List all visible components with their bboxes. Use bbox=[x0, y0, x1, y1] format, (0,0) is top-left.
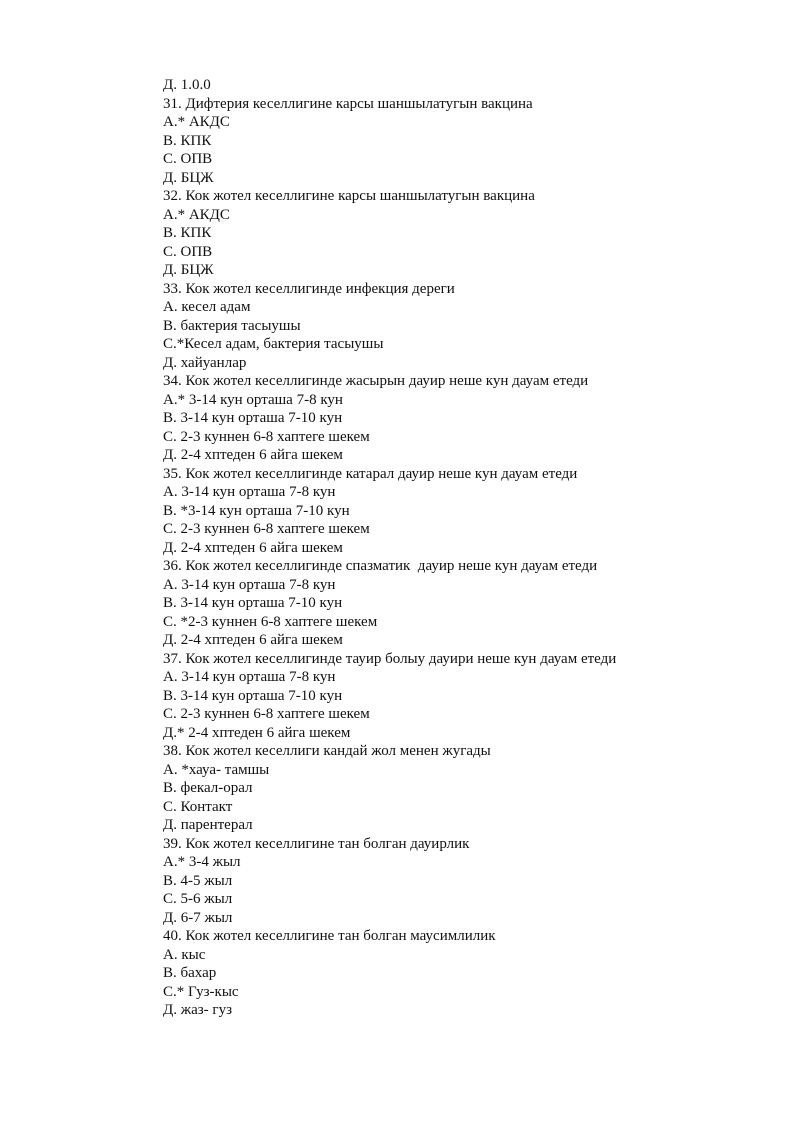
answer-option: А. *хауа- тамшы bbox=[163, 761, 270, 778]
answer-option: Д. 2-4 хптеден 6 айга шекем bbox=[163, 632, 343, 648]
answer-option: А. 3-14 кун орташа 7-8 кун bbox=[163, 484, 336, 500]
answer-option: В. 3-14 кун орташа 7-10 кун bbox=[163, 595, 343, 611]
question-38: 38. Кок жотел кеселлиги кандай жол менен жугады bbox=[163, 743, 491, 759]
answer-option: Д. БЦЖ bbox=[163, 169, 214, 186]
question-32: 32. Кок жотел кеселлигине карсы шаншылатугын вакцина bbox=[163, 188, 535, 204]
answer-option: С. 2-3 куннен 6-8 хаптеге шекем bbox=[163, 521, 370, 537]
answer-option: А.* АКДС bbox=[163, 114, 230, 130]
answer-option: С. Контакт bbox=[163, 798, 233, 815]
answer-option: А. 3-14 кун орташа 7-8 кун bbox=[163, 669, 336, 685]
answer-option: С. ОПВ bbox=[163, 151, 213, 167]
answer-option: С. *2-3 куннен 6-8 хаптеге шекем bbox=[163, 613, 378, 630]
answer-option: В. *3-14 кун орташа 7-10 кун bbox=[163, 502, 350, 519]
answer-option: С. 5-6 жыл bbox=[163, 891, 233, 907]
answer-option: В. 4-5 жыл bbox=[163, 872, 233, 889]
answer-option: А.* 3-14 кун орташа 7-8 кун bbox=[163, 391, 343, 408]
question-35: 35. Кок жотел кеселлигинде катарал дауир неше кун дауам етеди bbox=[163, 465, 578, 482]
answer-option: С. ОПВ bbox=[163, 243, 213, 260]
question-34: 34. Кок жотел кеселлигинде жасырын дауир неше кун дауам етеди bbox=[163, 373, 589, 389]
answer-option: Д. 6-7 жыл bbox=[163, 909, 233, 926]
answer-option: Д. парентерал bbox=[163, 817, 253, 833]
question-40: 40. Кок жотел кеселлигине тан болган маусимлилик bbox=[163, 928, 496, 944]
answer-option: А. кыс bbox=[163, 946, 206, 963]
answer-option: В. бахар bbox=[163, 965, 217, 981]
answer-option: В. КПК bbox=[163, 225, 212, 241]
question-33: 33. Кок жотел кеселлигинде инфекция дереги bbox=[163, 280, 455, 297]
answer-option: А.* АКДС bbox=[163, 206, 230, 223]
answer-option: Д. 2-4 хптеден 6 айга шекем bbox=[163, 539, 343, 556]
answer-option: Д. жаз- гуз bbox=[163, 1002, 233, 1018]
answer-option: В. бактерия тасыушы bbox=[163, 317, 301, 334]
answer-option: А. 3-14 кун орташа 7-8 кун bbox=[163, 576, 336, 593]
question-36: 36. Кок жотел кеселлигинде спазматик дауир неше кун дауам етеди bbox=[163, 558, 598, 574]
answer-option: С.*Кесел адам, бактерия тасыушы bbox=[163, 336, 384, 352]
question-37: 37. Кок жотел кеселлигинде тауир болыу дауири неше кун дауам етеди bbox=[163, 650, 617, 667]
question-31: 31. Дифтерия кеселлигине карсы шаншылатугын вакцина bbox=[163, 95, 533, 112]
answer-option: С. 2-3 куннен 6-8 хаптеге шекем bbox=[163, 428, 370, 445]
answer-option: Д. БЦЖ bbox=[163, 262, 214, 278]
answer-option: Д. хайуанлар bbox=[163, 354, 247, 371]
answer-option: С.* Гуз-кыс bbox=[163, 983, 239, 1000]
question-39: 39. Кок жотел кеселлигине тан болган дауирлик bbox=[163, 835, 470, 852]
document-page bbox=[163, 76, 763, 1020]
answer-option: Д.* 2-4 хптеден 6 айга шекем bbox=[163, 724, 351, 741]
answer-option: В. 3-14 кун орташа 7-10 кун bbox=[163, 410, 343, 426]
answer-option: Д. 2-4 хптеден 6 айга шекем bbox=[163, 447, 343, 463]
answer-option: А.* 3-4 жыл bbox=[163, 854, 241, 870]
answer-option: А. кесел адам bbox=[163, 299, 251, 315]
answer-option: В. 3-14 кун орташа 7-10 кун bbox=[163, 687, 343, 704]
answer-option: В. фекал-орал bbox=[163, 780, 253, 796]
text-line: Д. 1.0.0 bbox=[163, 77, 211, 93]
answer-option: С. 2-3 куннен 6-8 хаптеге шекем bbox=[163, 706, 370, 722]
answer-option: В. КПК bbox=[163, 132, 212, 149]
